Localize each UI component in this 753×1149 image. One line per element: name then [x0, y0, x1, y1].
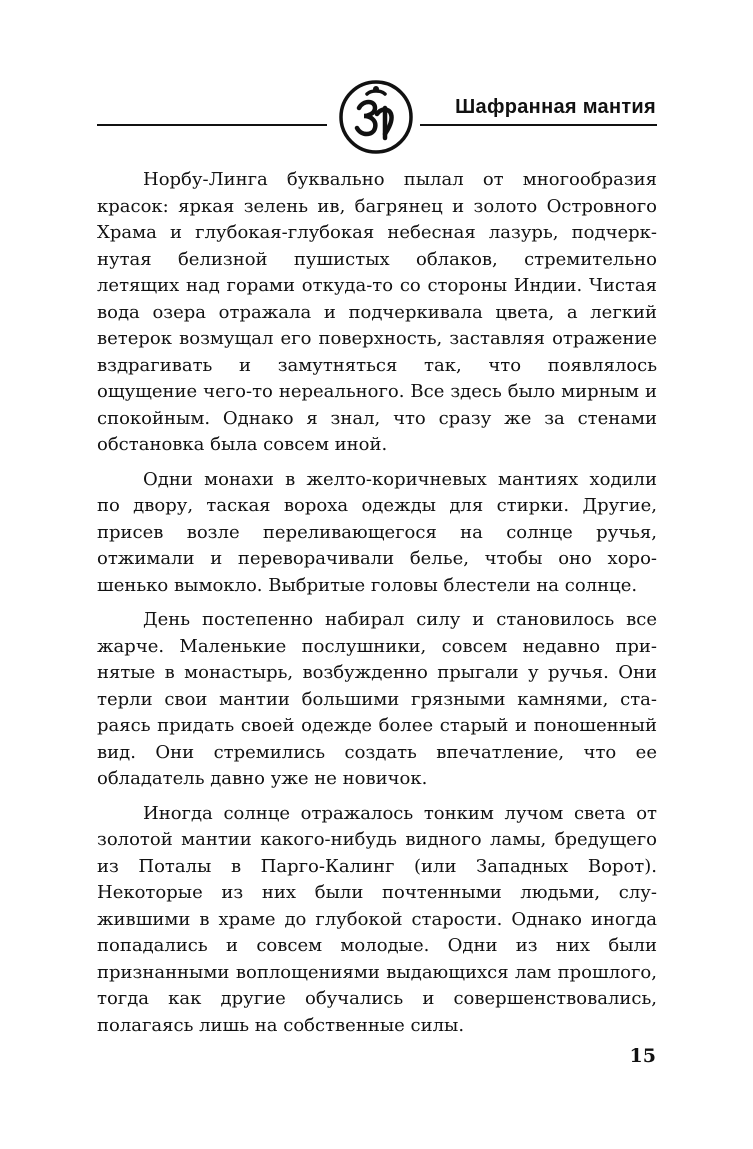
paragraph: Одни монахи в желто-коричневых мантиях ходили по двору, таская вороха одежды для стирки. Другие, присев возле переливающегося на солнце ручья, отжимали и переворачивали белье, чтобы оно хорошенько вымокло. Выбритые головы блестели на солнце.	[97, 468, 657, 596]
page-number: 15	[629, 1045, 656, 1067]
header-rule-left	[97, 124, 327, 126]
paragraph: Норбу-Линга буквально пылал от многообразия красок: яркая зелень ив, багрянец и золото Островного Храма и глубокая-глубокая небесная лазурь, подчеркнутая белизной пушистых облаков, стремительно летящих над горами откуда-то со стороны Индии. Чистая вода озера отражала и подчеркивала цвета, а легкий ветерок возмущал его поверхность, заставляя отражение вздрагивать и замутняться так, что появлялось ощущение чего-то нереального. Все здесь было мирным и спокойным. Однако я знал, что сразу же за стенами обстановка была совсем иной.	[97, 169, 657, 455]
paragraph: День постепенно набирал силу и становилось все жарче. Маленькие послушники, совсем недавно принятые в монастырь, возбужденно прыгали у ручья. Они терли свои мантии большими грязными камнями, стараясь придать своей одежде более старый и поношенный вид. Они стремились создать впечатление, что ее обладатель давно уже не новичок.	[97, 609, 657, 789]
header-rule-right	[420, 124, 657, 126]
body-text	[97, 167, 657, 1047]
running-title: Шафранная мантия	[455, 96, 656, 118]
om-syllable-icon	[337, 78, 415, 156]
paragraph: Иногда солнце отражалось тонким лучом света от золотой мантии какого-нибудь видного ламы, бредущего из Поталы в Парго-Калинг (или Западных Ворот). Некоторые из них были почтенными людьми, служившими в храме до глубокой старости. Однако иногда попадались и совсем молодые. Одни из них были признанными воплощениями выдающихся лам прошлого, тогда как другие обучались и совершенствовались, полагаясь лишь на собственные силы.	[97, 802, 657, 1036]
page-header	[0, 0, 753, 170]
